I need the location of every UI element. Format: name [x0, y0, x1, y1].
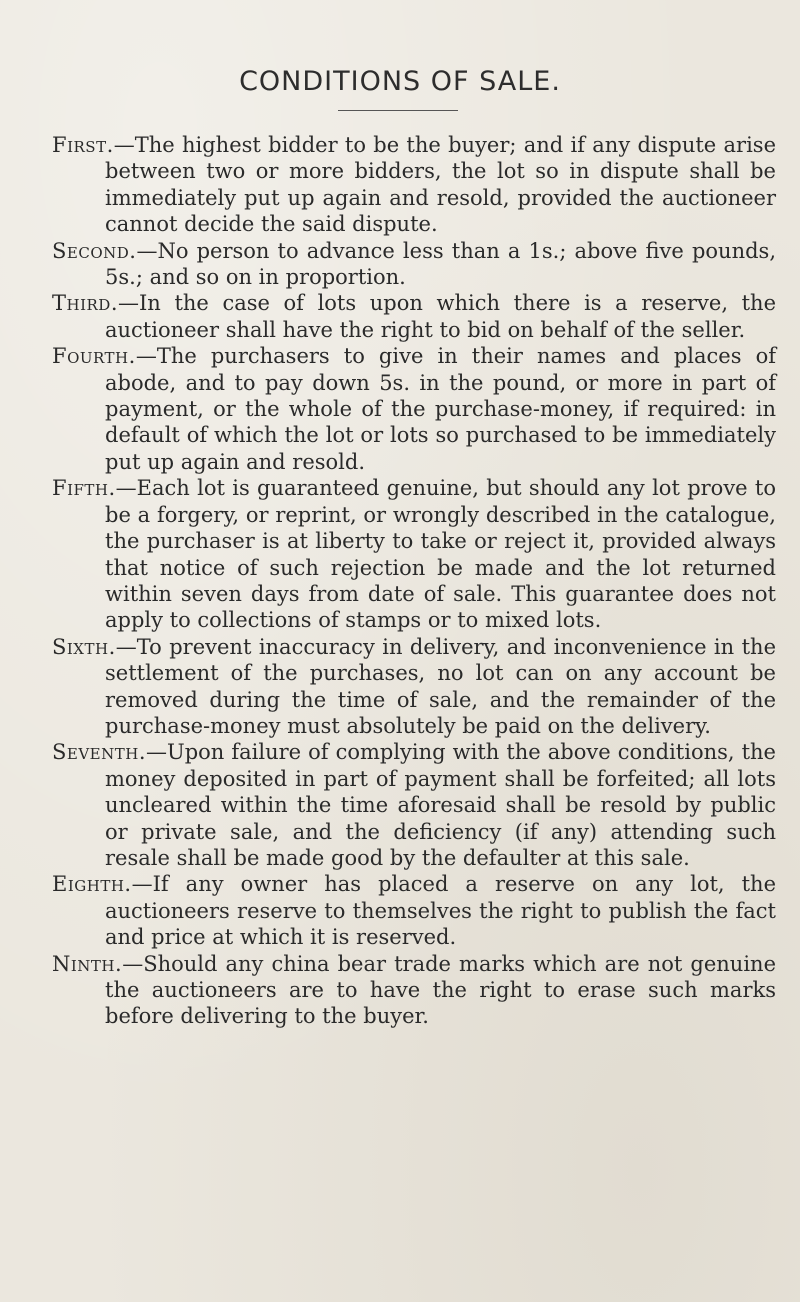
condition-text: —If any owner has placed a reserve on any lot, the auctioneers reserve to themselves the right to publish the fact and price at which it is reserved. [105, 872, 776, 950]
condition-sixth [52, 634, 776, 740]
conditions-list [52, 132, 776, 1030]
condition-number: Ninth. [52, 951, 123, 976]
condition-number: Sixth. [52, 634, 116, 659]
condition-text: —Should any china bear trade marks which are not genuine the auctioneers are to have the right to erase such marks before delivering to the buyer. [105, 951, 776, 1029]
condition-text: —To prevent inaccuracy in delivery, and inconvenience in the settlement of the purchases, no lot can on any account be removed during the time of sale, and the remainder of the purchase-money must absolutely be paid on the delivery. [105, 634, 776, 738]
condition-number: First. [52, 133, 114, 157]
condition-number: Third. [52, 291, 119, 316]
condition-text: —In the case of lots upon which there is a reserve, the auctioneer shall have the right to bid on behalf of the seller. [105, 291, 776, 342]
condition-first [52, 132, 776, 238]
condition-seventh [52, 739, 776, 871]
condition-number: Seventh. [52, 740, 147, 765]
condition-fourth [52, 343, 776, 475]
page-title: CONDITIONS OF SALE. [239, 66, 561, 97]
title-underline [338, 110, 458, 111]
condition-number: Eighth. [52, 872, 132, 897]
condition-number: Fifth. [52, 476, 116, 501]
condition-third [52, 290, 776, 343]
condition-text: —Each lot is guaranteed genuine, but should any lot prove to be a forgery, or reprint, or wrongly described in the catalogue, the purchaser is at liberty to take or reject it, provided always that notice of such rejection be made and the lot returned within seven days from date of sale. This guarantee does not apply to collections of stamps or to mixed lots. [105, 476, 776, 633]
condition-text: —The purchasers to give in their names and places of abode, and to pay down 5s. in the pound, or more in part of payment, or the whole of the purchase-money, if required: in default of which the lot or lots so purchased to be immediately put up again and resold. [105, 344, 776, 474]
condition-fifth [52, 475, 776, 633]
condition-ninth [52, 951, 776, 1030]
condition-number: Fourth. [52, 344, 136, 369]
condition-text: —Upon failure of complying with the above conditions, the money deposited in part of payment shall be forfeited; all lots uncleared within the time aforesaid shall be resold by public or private sale, and the deficiency (if any) attending such resale shall be made good by the defaulter at this sale. [105, 740, 776, 870]
condition-text: —No person to advance less than a 1s.; above five pounds, 5s.; and so on in proportion. [105, 238, 776, 290]
condition-eighth [52, 871, 776, 950]
condition-text: —The highest bidder to be the buyer; and if any dispute arise between two or more bidders, the lot so in dispute shall be immediately put up again and resold, provided the auctioneer cannot decide the said dispute. [105, 133, 776, 237]
condition-number: Second. [52, 238, 137, 263]
condition-second [52, 238, 776, 291]
